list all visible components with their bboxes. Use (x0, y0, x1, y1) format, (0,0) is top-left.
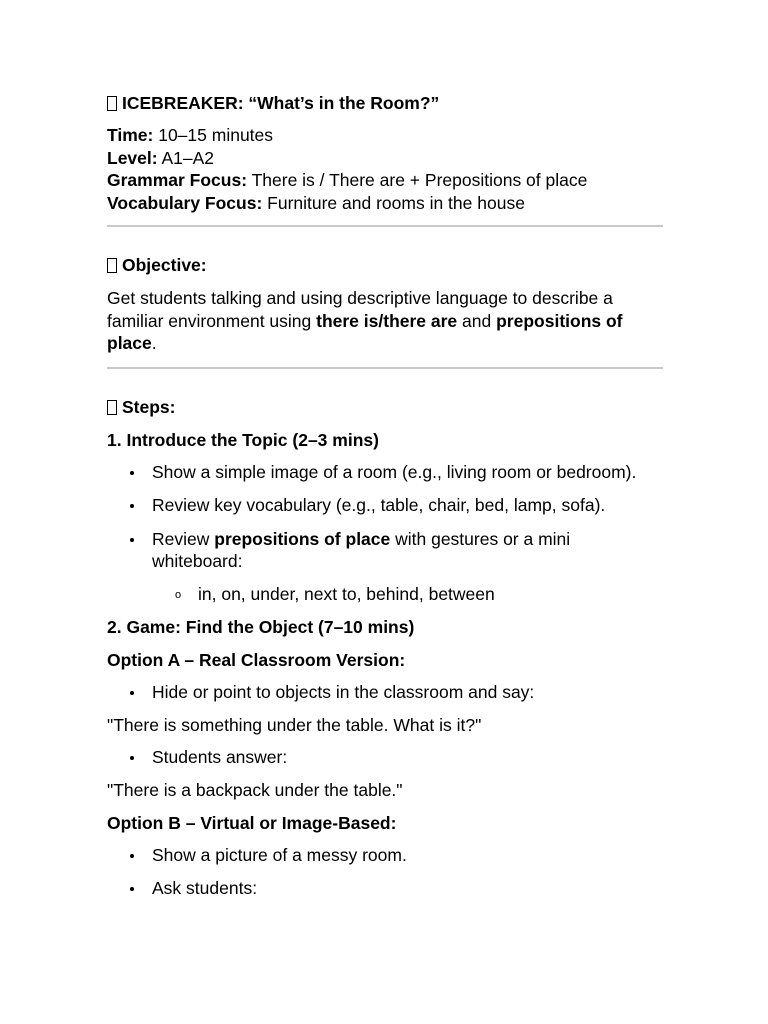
activity-meta (107, 124, 663, 214)
option-b-heading: Option B – Virtual or Image-Based: (107, 813, 397, 833)
list-item: Show a simple image of a room (e.g., living room or bedroom). (107, 461, 663, 484)
option-a-list-2 (107, 746, 663, 769)
list-item: Hide or point to objects in the classroom and say: (107, 681, 663, 704)
document-content (107, 92, 663, 899)
list-item: Show a picture of a messy room. (107, 844, 663, 867)
option-a-heading: Option A – Real Classroom Version: (107, 650, 406, 670)
missing-glyph-icon (107, 96, 117, 111)
icebreaker-title: ICEBREAKER: “What’s in the Room?” (107, 92, 663, 114)
example-quote: "There is something under the table. What is it?" (107, 714, 482, 735)
option-b-list (107, 844, 663, 899)
steps-heading: Steps: (107, 396, 663, 418)
objective-heading: Objective: (107, 254, 663, 276)
missing-glyph-icon (107, 400, 117, 415)
missing-glyph-icon (107, 258, 117, 273)
example-quote: "There is a backpack under the table." (107, 779, 403, 800)
list-item: Review key vocabulary (e.g., table, chair, bed, lamp, sofa). (107, 494, 663, 517)
section-divider (107, 367, 663, 369)
meta-vocabulary: Vocabulary Focus: Furniture and rooms in the house (107, 192, 525, 213)
meta-grammar: Grammar Focus: There is / There are + Prepositions of place (107, 170, 588, 190)
step1-heading: 1. Introduce the Topic (2–3 mins) (107, 429, 379, 450)
list-item: Review prepositions of place with gestures or a mini whiteboard: (107, 528, 663, 573)
option-a-list (107, 681, 663, 704)
objective-text: Get students talking and using descriptive language to describe a familiar environment using there is/there are and prepositions of place. (107, 288, 623, 353)
list-item: Students answer: (107, 746, 663, 769)
meta-level: Level: A1–A2 (107, 147, 215, 168)
step1-sublist (107, 583, 663, 606)
meta-time: Time: 10–15 minutes (107, 125, 274, 145)
list-item: Ask students: (107, 877, 663, 900)
list-item: o in, on, under, next to, behind, between (107, 583, 663, 606)
step2-heading: 2. Game: Find the Object (7–10 mins) (107, 617, 415, 637)
section-divider (107, 225, 663, 227)
step1-list (107, 461, 663, 573)
